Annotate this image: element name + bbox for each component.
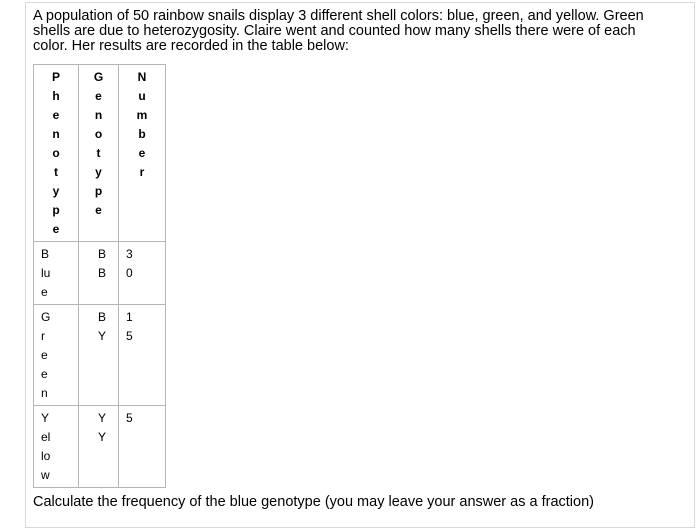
cell-text: e [41,285,48,299]
header-char: u [138,89,146,103]
header-char: G [93,70,104,84]
header-char: r [139,165,145,179]
table-row [34,242,166,305]
cell-text: Y [98,329,107,343]
cell-text: G [41,310,51,324]
table-row [34,305,166,406]
number-cell [119,406,166,488]
genotype-cell [79,242,119,305]
header-char: e [95,89,102,103]
header-char: p [52,203,60,217]
header-char: n [94,108,103,122]
number-cell [119,242,166,305]
cell-text: 1 [126,310,133,324]
header-char: e [52,108,60,122]
header-char: m [136,108,148,122]
cell-text: Y [41,411,50,425]
cell-text: e [41,367,48,381]
cell-text: 3 [126,247,133,261]
table-row [34,406,166,488]
header-phenotype [34,65,79,242]
header-char: n [52,127,60,141]
phenotype-cell [34,242,79,305]
cell-text: Y [98,430,107,444]
cell-text: e [41,348,48,362]
cell-text: B [98,310,107,324]
header-number [119,65,166,242]
header-char: e [52,222,60,236]
header-char: y [95,165,102,179]
cell-text: Y [98,411,107,425]
header-char: o [94,127,103,141]
header-char: y [52,184,60,198]
number-cell [119,305,166,406]
cell-text: 5 [126,329,133,343]
header-char: p [94,184,103,198]
intro-paragraph: A population of 50 rainbow snails display 3 different shell colors: blue, green, and yellow. Green shells are due to heterozygosity. Claire went and counted how many shells there were of each color. Her results are recorded in the table below: [33,8,644,54]
header-char: N [137,70,147,84]
phenotype-cell [34,406,79,488]
cell-text: el [41,430,51,444]
genotype-cell [79,406,119,488]
table-header-row [34,65,166,242]
results-table [33,64,166,488]
cell-text: B [41,247,50,261]
question-text: Calculate the frequency of the blue genotype (you may leave your answer as a fraction) [33,494,594,510]
header-char: h [52,89,60,103]
header-char: o [52,146,60,160]
phenotype-cell [34,305,79,406]
header-char: t [96,146,101,160]
cell-text: 5 [126,411,133,425]
cell-text: B [98,247,107,261]
header-char: t [54,165,58,179]
cell-text: lu [41,266,51,280]
cell-text: B [98,266,107,280]
cell-text: r [41,329,45,343]
cell-text: w [41,468,50,482]
header-char: P [51,70,60,84]
header-genotype [79,65,119,242]
header-char: e [138,146,146,160]
header-char: e [95,203,102,217]
cell-text: n [41,386,48,400]
cell-text: 0 [126,266,133,280]
header-char: b [138,127,146,141]
cell-text: lo [41,449,51,463]
genotype-cell [79,305,119,406]
